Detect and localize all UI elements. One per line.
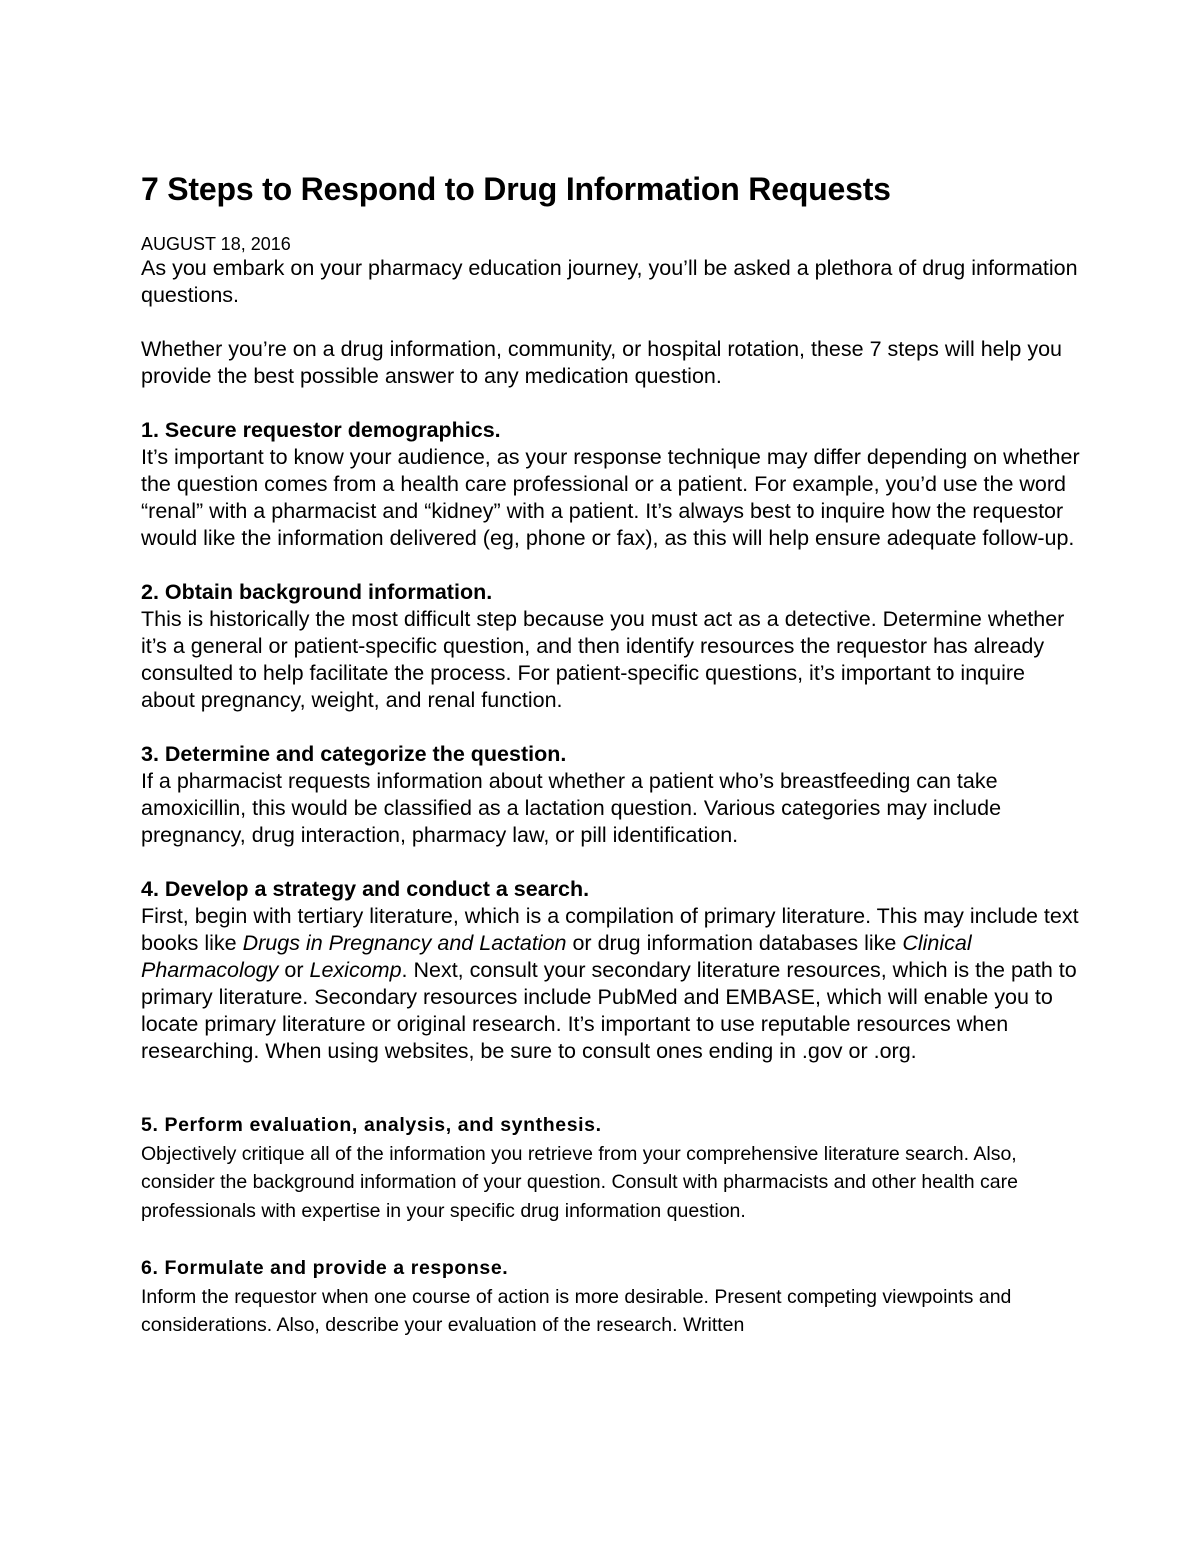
database-title: Lexicomp [309,958,402,982]
later-steps [141,1111,1081,1340]
step-heading: 2. Obtain background information. [141,580,493,604]
step-body: It’s important to know your audience, as your response technique may differ depending on whether the question comes from a health care professional or a patient. For example, you’d use the word “renal” with a pharmacist and “kidney” with a patient. It’s always best to inquire how the requestor would like the information delivered (eg, phone or fax), as this will help ensure adequate follow-up. [141,445,1080,550]
step-heading: 3. Determine and categorize the question. [141,742,567,766]
step-heading: 6. Formulate and provide a response. [141,1257,509,1279]
page-title: 7 Steps to Respond to Drug Information Requests [141,171,891,207]
database-title: Clinical Pharmacology [141,931,972,982]
book-title: Drugs in Pregnancy and Lactation [242,931,567,955]
step-body: First, begin with tertiary literature, which is a compilation of primary literature. This may include text books like Drugs in Pregnancy and Lactation or drug information databases like Clinical Pharmacology or Lexicomp. Next, consult your secondary literature resources, which is the path to primary literature. Secondary resources include PubMed and EMBASE, which will enable you to locate primary literature or original research. It’s important to use reputable resources when researching. When using websites, be sure to consult ones ending in .gov or .org. [141,904,1079,1063]
step-heading: 5. Perform evaluation, analysis, and synthesis. [141,1114,602,1136]
step-body: This is historically the most difficult step because you must act as a detective. Determine whether it’s a general or patient-specific question, and then identify resources the requestor has already consulted to help facilitate the process. For patient-specific questions, it’s important to inquire about pregnancy, weight, and renal function. [141,607,1065,712]
step-heading: 4. Develop a strategy and conduct a search. [141,877,590,901]
document-page [141,166,1081,1340]
step-body: If a pharmacist requests information about whether a patient who’s breastfeeding can take amoxicillin, this would be classified as a lactation question. Various categories may include pregnancy, drug interaction, pharmacy law, or pill identification. [141,769,1002,847]
publish-date: AUGUST 18, 2016 [141,234,291,254]
step-body: Inform the requestor when one course of action is more desirable. Present competing viewpoints and considerations. Also, describe your evaluation of the research. Written [141,1285,1012,1336]
intro-paragraph: Whether you’re on a drug information, community, or hospital rotation, these 7 steps will help you provide the best possible answer to any medication question. [141,337,1062,388]
step-heading: 1. Secure requestor demographics. [141,418,501,442]
step-body: Objectively critique all of the information you retrieve from your comprehensive literature search. Also, consider the background information of your question. Consult with pharmacists and other health care professionals with expertise in your specific drug information question. [141,1142,1018,1222]
intro-paragraph: As you embark on your pharmacy education journey, you’ll be asked a plethora of drug information questions. [141,256,1078,307]
